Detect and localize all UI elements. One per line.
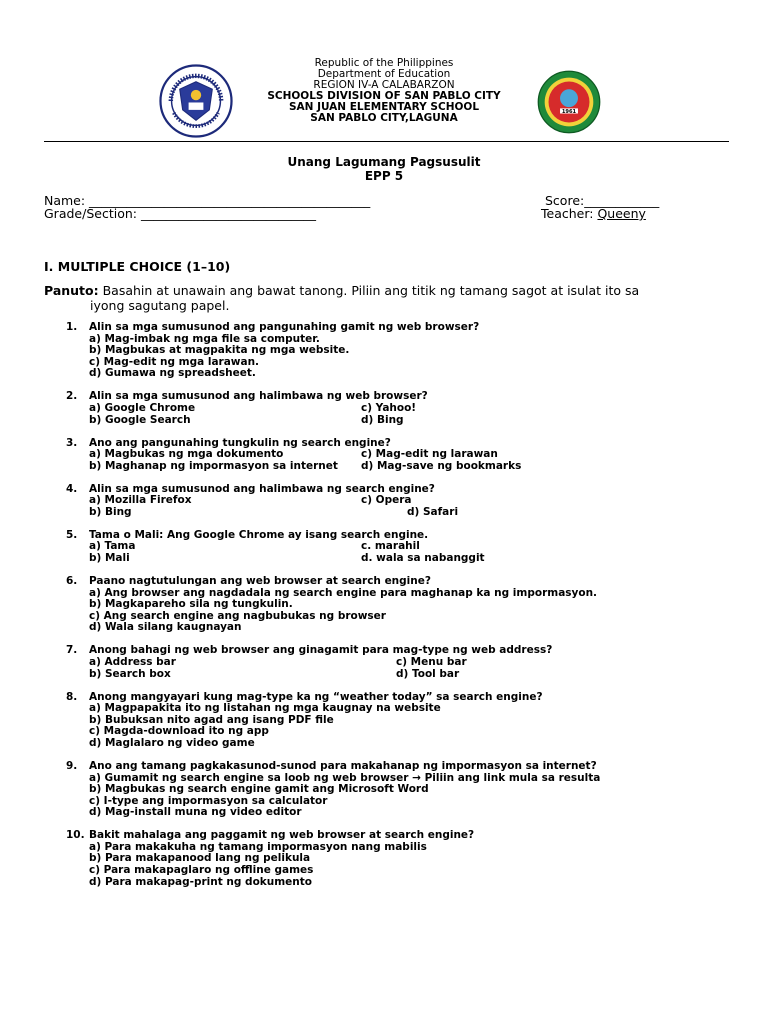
question-item bbox=[66, 484, 726, 519]
question-item bbox=[66, 645, 726, 680]
choice-line bbox=[66, 461, 726, 473]
choice-line bbox=[66, 507, 726, 519]
teacher-field bbox=[541, 207, 646, 221]
answer-choice: a) Mag-imbak ng mga file sa computer. bbox=[89, 332, 320, 345]
answer-choice: b) Google Search bbox=[89, 413, 191, 426]
choice-line bbox=[66, 449, 726, 461]
question-text: Alin sa mga sumusunod ang halimbawa ng web browser? bbox=[89, 390, 428, 403]
school-seal-year: 1961 bbox=[561, 108, 577, 115]
answer-choice: a) Address bar bbox=[89, 656, 176, 668]
header-city: SAN PABLO CITY,LAGUNA bbox=[310, 112, 458, 124]
question-list bbox=[66, 322, 726, 900]
answer-choice: c) Mag-edit ng mga larawan. bbox=[89, 355, 260, 368]
choice-line bbox=[66, 807, 726, 819]
answer-choice: b) Para makapanood lang ng pelikula bbox=[89, 852, 311, 865]
answer-choice: c) Mag-edit ng larawan bbox=[361, 448, 498, 461]
teacher-name: Queeny bbox=[597, 206, 646, 221]
answer-choice: b) Magbukas at magpakita ng mga website. bbox=[89, 344, 350, 357]
answer-choice: c) Menu bar bbox=[396, 656, 467, 668]
answer-choice: a) Gumamit ng search engine sa loob ng web browser → Piliin ang link mula sa resulta bbox=[89, 771, 601, 784]
grade-section-field: Grade/Section: ____________________________ bbox=[44, 206, 316, 221]
answer-choice: c) Magda-download ito ng app bbox=[89, 725, 269, 738]
answer-choice: b) Magbukas ng search engine gamit ang Microsoft Word bbox=[89, 783, 429, 796]
answer-choice: d) Mag-save ng bookmarks bbox=[361, 459, 522, 472]
answer-choice: b) Bubuksan nito agad ang isang PDF file bbox=[89, 713, 334, 726]
question-number: 5. bbox=[66, 528, 78, 541]
question-number: 6. bbox=[66, 575, 78, 588]
answer-choice: d. wala sa nabanggit bbox=[361, 552, 485, 565]
question-stem bbox=[66, 322, 726, 334]
question-number: 9. bbox=[66, 759, 78, 772]
instructions bbox=[44, 284, 714, 313]
question-text: Ano ang tamang pagkakasunod-sunod para makahanap ng impormasyon sa internet? bbox=[89, 759, 597, 772]
answer-choice: a) Para makakuha ng tamang impormasyon nang mabilis bbox=[89, 840, 427, 853]
score-field: Score:____________ bbox=[545, 193, 660, 208]
answer-choice: d) Maglalaro ng video game bbox=[89, 736, 255, 749]
answer-choice: b) Magkapareho sila ng tungkulin. bbox=[89, 598, 293, 611]
question-number: 10. bbox=[66, 829, 85, 842]
question-number: 7. bbox=[66, 644, 78, 657]
question-item bbox=[66, 391, 726, 426]
school-header bbox=[0, 58, 768, 124]
answer-choice: a) Tama bbox=[89, 540, 136, 553]
answer-choice: a) Ang browser ang nagdadala ng search engine para maghanap ka ng impormasyon. bbox=[89, 586, 598, 599]
question-text: Ano ang pangunahing tungkulin ng search engine? bbox=[89, 436, 391, 449]
question-number: 8. bbox=[66, 690, 78, 703]
answer-choice: c) Opera bbox=[361, 494, 412, 507]
header-department: Department of Education bbox=[317, 68, 451, 80]
question-number: 3. bbox=[66, 436, 78, 449]
question-number: 4. bbox=[66, 482, 78, 495]
choice-line bbox=[66, 738, 726, 750]
header-division: SCHOOLS DIVISION OF SAN PABLO CITY bbox=[267, 90, 501, 102]
header-divider bbox=[44, 141, 729, 142]
choice-line bbox=[66, 403, 726, 415]
section-title: I. MULTIPLE CHOICE (1–10) bbox=[44, 259, 231, 274]
answer-choice: b) Maghanap ng impormasyon sa internet bbox=[89, 459, 338, 472]
question-text: Alin sa mga sumusunod ang pangunahing gamit ng web browser? bbox=[89, 321, 480, 333]
answer-choice: c) Para makapaglaro ng offline games bbox=[89, 864, 314, 877]
question-item bbox=[66, 830, 726, 888]
question-stem bbox=[66, 576, 726, 588]
choice-line bbox=[66, 368, 726, 380]
name-field: Name: _____________________________________________ bbox=[44, 193, 371, 208]
answer-choice: a) Magbukas ng mga dokumento bbox=[89, 448, 284, 461]
choice-line bbox=[66, 553, 726, 565]
answer-choice: b) Search box bbox=[89, 667, 171, 680]
question-text: Alin sa mga sumusunod ang halimbawa ng search engine? bbox=[89, 482, 435, 495]
answer-choice: c) Ang search engine ang nagbubukas ng browser bbox=[89, 609, 386, 622]
instructions-label: Panuto: bbox=[44, 283, 99, 298]
question-text: Anong bahagi ng web browser ang ginagamit para mag-type ng web address? bbox=[89, 644, 553, 657]
exam-title-line1: Unang Lagumang Pagsusulit bbox=[287, 155, 481, 169]
answer-choice: d) Mag-install muna ng video editor bbox=[89, 806, 302, 819]
answer-choice: d) Safari bbox=[407, 505, 459, 518]
answer-choice: b) Bing bbox=[89, 505, 132, 518]
instructions-text: Basahin at unawain ang bawat tanong. Piliin ang titik ng tamang sagot at isulat ito sa bbox=[98, 283, 640, 298]
question-number: 1. bbox=[66, 321, 78, 333]
question-text: Tama o Mali: Ang Google Chrome ay isang search engine. bbox=[89, 528, 429, 541]
answer-choice: d) Para makapag-print ng dokumento bbox=[89, 875, 313, 888]
header-region: REGION IV-A CALABARZON bbox=[313, 79, 455, 91]
choice-line bbox=[66, 657, 726, 669]
answer-choice: d) Tool bar bbox=[396, 667, 460, 680]
teacher-label: Teacher: bbox=[541, 206, 598, 221]
answer-choice: c) I-type ang impormasyon sa calculator bbox=[89, 794, 328, 807]
choice-line bbox=[66, 415, 726, 427]
answer-choice: b) Mali bbox=[89, 552, 130, 565]
question-item bbox=[66, 322, 726, 380]
answer-choice: d) Bing bbox=[361, 413, 404, 426]
question-stem bbox=[66, 761, 726, 773]
instructions-text-cont: iyong sagutang papel. bbox=[90, 297, 230, 313]
question-item bbox=[66, 576, 726, 634]
question-text: Paano nagtutulungan ang web browser at search engine? bbox=[89, 575, 431, 588]
question-item bbox=[66, 530, 726, 565]
exam-title bbox=[0, 155, 768, 183]
choice-line bbox=[66, 622, 726, 634]
choice-line bbox=[66, 784, 726, 796]
answer-choice: c) Yahoo! bbox=[361, 401, 417, 414]
header-school: SAN JUAN ELEMENTARY SCHOOL bbox=[288, 101, 480, 113]
answer-choice: a) Mozilla Firefox bbox=[89, 494, 192, 507]
choice-line bbox=[66, 669, 726, 681]
exam-subject: EPP 5 bbox=[364, 169, 404, 183]
choice-line bbox=[66, 495, 726, 507]
choice-line bbox=[66, 865, 726, 877]
answer-choice: a) Magpapakita ito ng listahan ng mga kaugnay na website bbox=[89, 702, 441, 715]
question-number: 2. bbox=[66, 390, 78, 403]
answer-choice: c. marahil bbox=[361, 540, 420, 553]
choice-line bbox=[66, 877, 726, 889]
question-text: Bakit mahalaga ang paggamit ng web browser at search engine? bbox=[89, 829, 475, 842]
answer-choice: d) Gumawa ng spreadsheet. bbox=[89, 367, 256, 380]
answer-choice: a) Google Chrome bbox=[89, 401, 196, 414]
question-text: Anong mangyayari kung mag-type ka ng “weather today” sa search engine? bbox=[89, 690, 543, 703]
question-item bbox=[66, 438, 726, 473]
header-republic: Republic of the Philippines bbox=[314, 57, 454, 69]
question-item bbox=[66, 761, 726, 819]
question-item bbox=[66, 692, 726, 750]
answer-choice: d) Wala silang kaugnayan bbox=[89, 621, 242, 634]
